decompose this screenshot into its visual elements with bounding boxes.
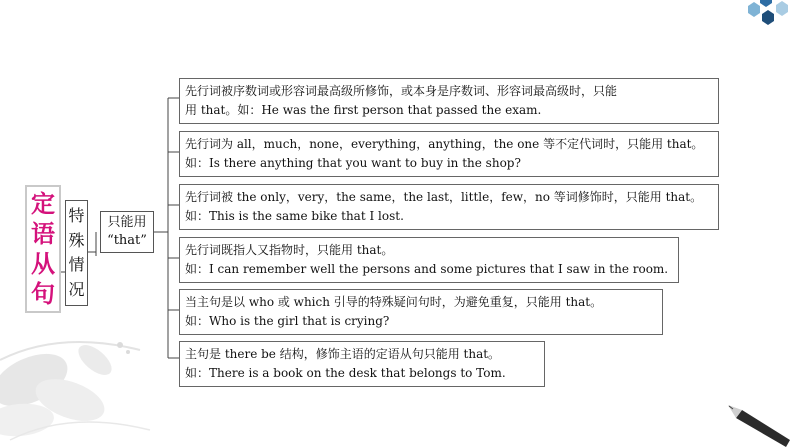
rule-line: 如：This is the same bike that I lost.	[185, 209, 404, 223]
rule-line: 先行词被 the only，very，the same，the last，little，few，no 等词修饰时，只能用 that。	[185, 190, 703, 204]
condition-line: “that”	[107, 233, 147, 248]
pen-icon	[728, 405, 790, 447]
rule-box	[179, 131, 719, 177]
rule-line: 如：Who is the girl that is crying?	[185, 314, 390, 328]
rule-line: 如：I can remember well the persons and some pictures that I saw in the room.	[185, 262, 669, 276]
condition-box	[100, 211, 154, 253]
category-char: 况	[68, 279, 85, 299]
condition-line: 只能用	[107, 215, 147, 230]
title-char: 定	[31, 190, 55, 218]
title-char: 句	[31, 280, 55, 308]
rule-box	[179, 78, 719, 124]
flower-decoration	[0, 339, 150, 440]
rule-line: 主句是 there be 结构，修饰主语的定语从句只能用 that。	[185, 347, 501, 361]
category-box	[65, 200, 88, 306]
rule-line: 先行词既指人又指物时，只能用 that。	[185, 243, 394, 257]
hexagon-cluster-icon	[748, 0, 788, 25]
rule-line: 先行词被序数词或形容词最高级所修饰，或本身是序数词、形容词最高级时，只能	[185, 84, 618, 98]
rule-box	[179, 341, 545, 387]
rule-box	[179, 237, 679, 283]
rule-line: 如：There is a book on the desk that belongs to Tom.	[185, 366, 506, 380]
title-char: 语	[31, 220, 55, 248]
title-char: 从	[31, 250, 55, 278]
rule-line: 当主句是以 who 或 which 引导的特殊疑问句时，为避免重复，只能用 that。	[185, 295, 603, 309]
rule-box	[179, 184, 719, 230]
category-char: 情	[68, 255, 85, 275]
rule-line: 先行词为 all，much，none，everything，anything，the one 等不定代词时，只能用 that。	[185, 137, 704, 151]
main-title-box	[25, 185, 61, 313]
category-char: 殊	[68, 230, 85, 250]
category-char: 特	[68, 206, 85, 226]
rule-line: 用 that。如：He was the first person that passed the exam.	[185, 103, 542, 117]
rule-line: 如：Is there anything that you want to buy in the shop?	[185, 156, 521, 170]
rule-box	[179, 289, 663, 335]
